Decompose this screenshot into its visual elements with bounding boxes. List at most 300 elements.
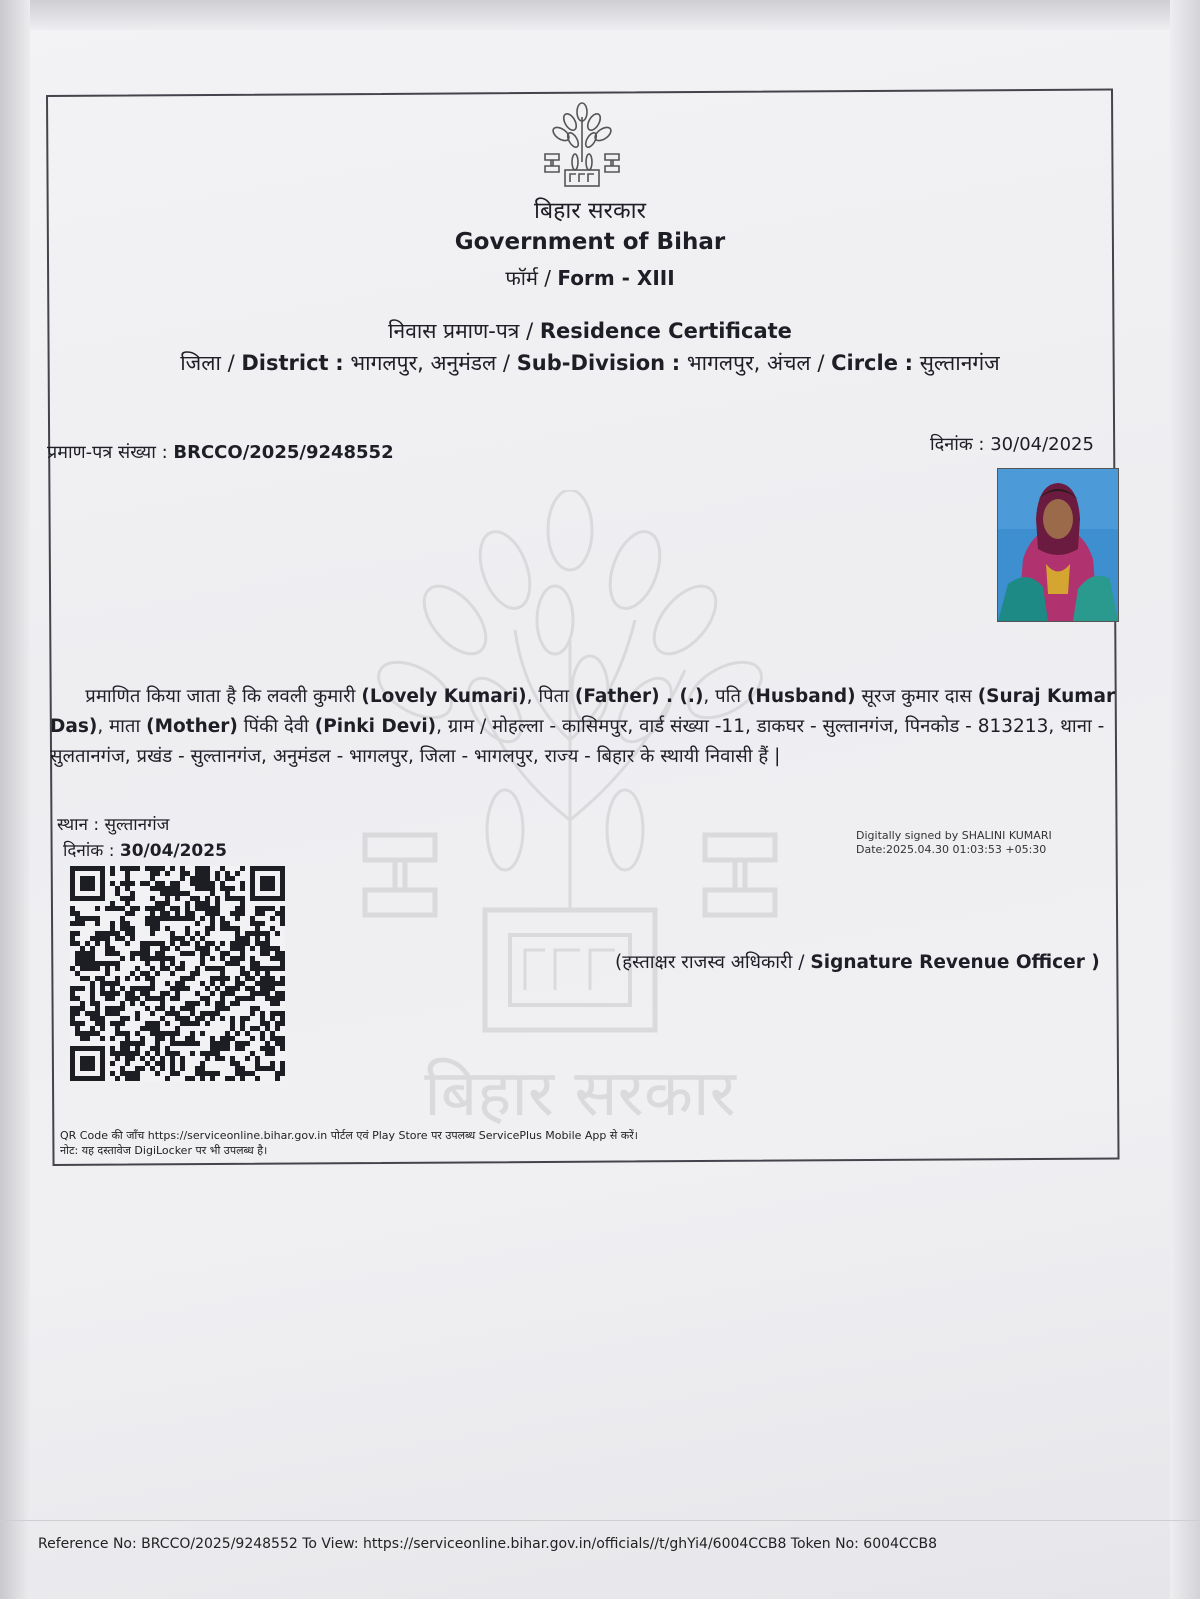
qr-module (180, 1056, 185, 1061)
qr-module (75, 1031, 80, 1036)
qr-module (180, 1061, 185, 1066)
qr-module (100, 931, 105, 936)
qr-module (80, 966, 85, 971)
qr-module (230, 1026, 235, 1031)
qr-module (75, 996, 80, 1001)
qr-module (235, 956, 240, 961)
qr-module (90, 1011, 95, 1016)
qr-module (240, 941, 245, 946)
qr-module (120, 916, 125, 921)
qr-module (205, 946, 210, 951)
qr-module (270, 996, 275, 1001)
qr-module (150, 1056, 155, 1061)
qr-module (200, 1066, 205, 1071)
qr-module (125, 881, 130, 886)
qr-module (235, 1001, 240, 1006)
qr-module (175, 996, 180, 1001)
qr-module (210, 941, 215, 946)
qr-module (105, 936, 110, 941)
qr-module (130, 896, 135, 901)
qr-module (220, 886, 225, 891)
qr-module (160, 951, 165, 956)
qr-module (90, 996, 95, 1001)
qr-module (225, 1076, 230, 1081)
qr-module (150, 911, 155, 916)
qr-module (260, 906, 265, 911)
qr-module (110, 996, 115, 1001)
jurisdiction-line: जिला / District : भागलपुर, अनुमंडल / Sub-Division : भागलपुर, अंचल / Circle : सुल्तानगंज (180, 351, 1000, 375)
qr-module (155, 1006, 160, 1011)
qr-module (260, 976, 265, 981)
qr-module (235, 1031, 240, 1036)
qr-module (90, 1001, 95, 1006)
qr-module (180, 981, 185, 986)
qr-module (170, 1051, 175, 1056)
qr-module (170, 881, 175, 886)
qr-module (130, 931, 135, 936)
qr-module (200, 906, 205, 911)
qr-module (105, 961, 110, 966)
qr-module (205, 941, 210, 946)
qr-module (275, 1026, 280, 1031)
qr-module (265, 991, 270, 996)
qr-module (200, 1016, 205, 1021)
qr-module (145, 956, 150, 961)
qr-module (170, 916, 175, 921)
qr-module (180, 976, 185, 981)
qr-module (260, 1066, 265, 1071)
qr-module (230, 1061, 235, 1066)
qr-module (270, 986, 275, 991)
mother-name-en: (Pinki Devi) (314, 716, 437, 737)
body-line1: प्रमाणित किया जाता है कि लवली कुमारी (85, 686, 356, 707)
qr-module (195, 876, 200, 881)
qr-module (200, 1011, 205, 1016)
qr-module (200, 961, 205, 966)
qr-module (120, 881, 125, 886)
qr-module (105, 931, 110, 936)
paper-shadow-top (0, 0, 1200, 30)
qr-module (215, 966, 220, 971)
qr-module (225, 921, 230, 926)
qr-module (280, 981, 285, 986)
qr-module (110, 1071, 115, 1076)
body-line3: , पति (703, 686, 742, 707)
qr-module (175, 1031, 180, 1036)
qr-module (235, 981, 240, 986)
qr-module (135, 1011, 140, 1016)
qr-module (95, 916, 100, 921)
qr-module (240, 1046, 245, 1051)
qr-module (155, 1061, 160, 1066)
qr-module (105, 951, 110, 956)
qr-module (215, 1001, 220, 1006)
qr-module (210, 926, 215, 931)
qr-module (260, 1011, 265, 1016)
circle-label: Circle (831, 351, 898, 375)
qr-module (115, 1026, 120, 1031)
qr-module (235, 926, 240, 931)
qr-module (135, 866, 140, 871)
qr-module (240, 971, 245, 976)
qr-module (110, 871, 115, 876)
qr-module (210, 1071, 215, 1076)
qr-module (270, 916, 275, 921)
qr-module (225, 891, 230, 896)
qr-module (240, 956, 245, 961)
qr-module (125, 871, 130, 876)
qr-module (260, 931, 265, 936)
qr-module (145, 1026, 150, 1031)
qr-module (145, 941, 150, 946)
qr-module (240, 1066, 245, 1071)
place-line (57, 812, 169, 835)
qr-module (150, 931, 155, 936)
husband-name-hi: सूरज कुमार दास (861, 686, 972, 707)
qr-module (185, 916, 190, 921)
qr-module (275, 946, 280, 951)
qr-module (240, 966, 245, 971)
qr-module (215, 901, 220, 906)
qr-module (100, 936, 105, 941)
qr-module (110, 906, 115, 911)
qr-module (100, 986, 105, 991)
qr-module (165, 896, 170, 901)
qr-module (130, 1076, 135, 1081)
qr-module (190, 876, 195, 881)
qr-module (265, 996, 270, 1001)
qr-module (195, 971, 200, 976)
qr-module (255, 1026, 260, 1031)
qr-module (175, 1016, 180, 1021)
qr-module (90, 951, 95, 956)
qr-module (120, 1031, 125, 1036)
qr-module (200, 956, 205, 961)
qr-module (245, 996, 250, 1001)
qr-module (120, 1006, 125, 1011)
qr-module (265, 1021, 270, 1026)
qr-module (220, 956, 225, 961)
qr-module (150, 966, 155, 971)
qr-module (155, 1026, 160, 1031)
qr-module (80, 976, 85, 981)
qr-module (180, 866, 185, 871)
qr-module (135, 976, 140, 981)
qr-module (75, 921, 80, 926)
qr-module (150, 1046, 155, 1051)
qr-module (280, 911, 285, 916)
qr-module (80, 1006, 85, 1011)
qr-module (185, 891, 190, 896)
qr-module (180, 916, 185, 921)
qr-module (120, 956, 125, 961)
father-label: (Father) . (.) (574, 686, 704, 707)
qr-module (260, 981, 265, 986)
qr-module (240, 1021, 245, 1026)
digital-sign-line1: Digitally signed by SHALINI KUMARI (856, 829, 1052, 842)
qr-module (85, 1031, 90, 1036)
qr-module (220, 916, 225, 921)
qr-module (130, 911, 135, 916)
qr-module (215, 986, 220, 991)
qr-module (130, 936, 135, 941)
qr-module (235, 946, 240, 951)
qr-module (160, 996, 165, 1001)
qr-module (95, 1031, 100, 1036)
qr-module (195, 946, 200, 951)
qr-module (150, 1066, 155, 1071)
qr-module (200, 876, 205, 881)
place-label: स्थान : (57, 815, 100, 835)
digital-signature (856, 829, 1052, 857)
qr-module (175, 896, 180, 901)
qr-module (170, 956, 175, 961)
qr-module (180, 941, 185, 946)
qr-module (70, 1006, 75, 1011)
qr-module (70, 936, 75, 941)
qr-module (70, 966, 75, 971)
qr-code-icon[interactable] (70, 866, 285, 1081)
qr-module (135, 1041, 140, 1046)
qr-module (280, 976, 285, 981)
qr-module (145, 921, 150, 926)
qr-module (85, 916, 90, 921)
qr-module (240, 996, 245, 1001)
qr-module (220, 1001, 225, 1006)
qr-module (195, 871, 200, 876)
qr-module (240, 1076, 245, 1081)
qr-module (250, 1011, 255, 1016)
qr-module (250, 976, 255, 981)
qr-module (140, 1041, 145, 1046)
divider (0, 1520, 1200, 1521)
qr-module (255, 921, 260, 926)
qr-module (155, 901, 160, 906)
qr-module (280, 1041, 285, 1046)
qr-module (260, 1036, 265, 1041)
qr-module (175, 986, 180, 991)
qr-module (115, 906, 120, 911)
qr-module (85, 951, 90, 956)
qr-module (205, 986, 210, 991)
qr-module (205, 1011, 210, 1016)
qr-module (215, 1056, 220, 1061)
qr-module (115, 1056, 120, 1061)
qr-module (80, 1031, 85, 1036)
qr-module (160, 1006, 165, 1011)
qr-module (250, 966, 255, 971)
qr-module (155, 881, 160, 886)
qr-module (225, 1031, 230, 1036)
qr-module (150, 976, 155, 981)
qr-module (250, 1006, 255, 1011)
qr-module (160, 1056, 165, 1061)
qr-module (280, 1011, 285, 1016)
qr-module (155, 1071, 160, 1076)
qr-module (125, 1071, 130, 1076)
qr-module (75, 956, 80, 961)
qr-module (95, 1001, 100, 1006)
qr-module (165, 981, 170, 986)
qr-module (230, 941, 235, 946)
qr-module (185, 1006, 190, 1011)
qr-module (145, 1006, 150, 1011)
qr-module (280, 921, 285, 926)
qr-module (165, 926, 170, 931)
qr-module (210, 966, 215, 971)
qr-module (110, 931, 115, 936)
qr-module (110, 881, 115, 886)
qr-module (125, 976, 130, 981)
qr-module (110, 946, 115, 951)
qr-module (165, 966, 170, 971)
qr-module (265, 971, 270, 976)
qr-module (230, 1016, 235, 1021)
qr-module (130, 956, 135, 961)
qr-module (200, 871, 205, 876)
qr-module (150, 981, 155, 986)
qr-module (100, 991, 105, 996)
qr-module (275, 1076, 280, 1081)
qr-module (130, 926, 135, 931)
qr-module (235, 936, 240, 941)
qr-module (135, 966, 140, 971)
qr-module (115, 1031, 120, 1036)
qr-module (110, 1051, 115, 1056)
qr-module (105, 971, 110, 976)
qr-module (185, 911, 190, 916)
qr-module (220, 976, 225, 981)
qr-module (240, 951, 245, 956)
address-text: , ग्राम / मोहल्ला - कासिमपुर, वार्ड संख्या -11, डाकघर - सुल्तानगंज, पिनकोड - 813213, थाना - सुलतानगंज, प्रखंड - सुल्तानगंज, अनुमंडल - भागलपुर, जिला - भागलपुर, राज्य - बिहार के स्थायी निवासी हैं | (50, 716, 1105, 767)
qr-module (280, 996, 285, 1001)
qr-module (220, 971, 225, 976)
qr-module (165, 901, 170, 906)
qr-module (190, 1036, 195, 1041)
qr-module (140, 941, 145, 946)
qr-module (210, 1036, 215, 1041)
qr-module (130, 1041, 135, 1046)
qr-module (110, 991, 115, 996)
qr-module (155, 941, 160, 946)
qr-module (180, 986, 185, 991)
qr-module (170, 1036, 175, 1041)
qr-module (130, 996, 135, 1001)
qr-module (125, 926, 130, 931)
qr-module (110, 981, 115, 986)
qr-module (160, 906, 165, 911)
qr-module (230, 1021, 235, 1026)
qr-module (100, 1021, 105, 1026)
qr-module (75, 1006, 80, 1011)
qr-module (190, 971, 195, 976)
qr-module (75, 911, 80, 916)
qr-module (75, 961, 80, 966)
qr-module (80, 1036, 85, 1041)
qr-module (220, 951, 225, 956)
qr-module (150, 896, 155, 901)
qr-module (150, 1011, 155, 1016)
qr-module (190, 951, 195, 956)
qr-module (75, 1011, 80, 1016)
qr-module (225, 986, 230, 991)
qr-module (130, 891, 135, 896)
qr-module (255, 966, 260, 971)
qr-module (250, 956, 255, 961)
signature-label (615, 949, 1100, 974)
qr-module (140, 1026, 145, 1031)
qr-module (120, 921, 125, 926)
qr-module (105, 966, 110, 971)
qr-module (195, 896, 200, 901)
qr-module (85, 941, 90, 946)
qr-module (265, 946, 270, 951)
qr-module (95, 941, 100, 946)
bihar-emblem-icon (537, 102, 627, 190)
qr-module (215, 911, 220, 916)
qr-module (155, 906, 160, 911)
title-hindi: निवास प्रमाण-पत्र (388, 319, 520, 343)
qr-module (80, 1021, 85, 1026)
qr-module (215, 976, 220, 981)
qr-module (155, 1046, 160, 1051)
qr-module (250, 931, 255, 936)
qr-module (110, 961, 115, 966)
qr-module (170, 941, 175, 946)
qr-module (150, 956, 155, 961)
qr-module (240, 946, 245, 951)
qr-module (105, 991, 110, 996)
qr-module (70, 1016, 75, 1021)
qr-module (280, 1036, 285, 1041)
qr-module (235, 1066, 240, 1071)
qr-module (95, 1021, 100, 1026)
qr-module (190, 976, 195, 981)
qr-module (210, 886, 215, 891)
qr-module (180, 961, 185, 966)
qr-module (90, 1031, 95, 1036)
qr-module (110, 1036, 115, 1041)
qr-module (125, 1016, 130, 1021)
qr-module (145, 866, 150, 871)
qr-module (170, 1006, 175, 1011)
qr-module (230, 956, 235, 961)
qr-module (70, 931, 75, 936)
qr-module (260, 911, 265, 916)
qr-module (160, 946, 165, 951)
qr-module (200, 886, 205, 891)
qr-module (230, 961, 235, 966)
qr-module (240, 866, 245, 871)
qr-module (185, 941, 190, 946)
qr-module (130, 866, 135, 871)
qr-module (275, 1011, 280, 1016)
certificate-number (47, 440, 394, 464)
qr-module (145, 986, 150, 991)
qr-module (235, 961, 240, 966)
qr-module (255, 936, 260, 941)
qr-module (215, 876, 220, 881)
qr-module (75, 986, 80, 991)
qr-module (150, 916, 155, 921)
qr-module (215, 1071, 220, 1076)
qr-module (255, 931, 260, 936)
qr-module (190, 881, 195, 886)
qr-module (145, 951, 150, 956)
qr-module (210, 1041, 215, 1046)
qr-module (110, 866, 115, 871)
qr-module (185, 1036, 190, 1041)
